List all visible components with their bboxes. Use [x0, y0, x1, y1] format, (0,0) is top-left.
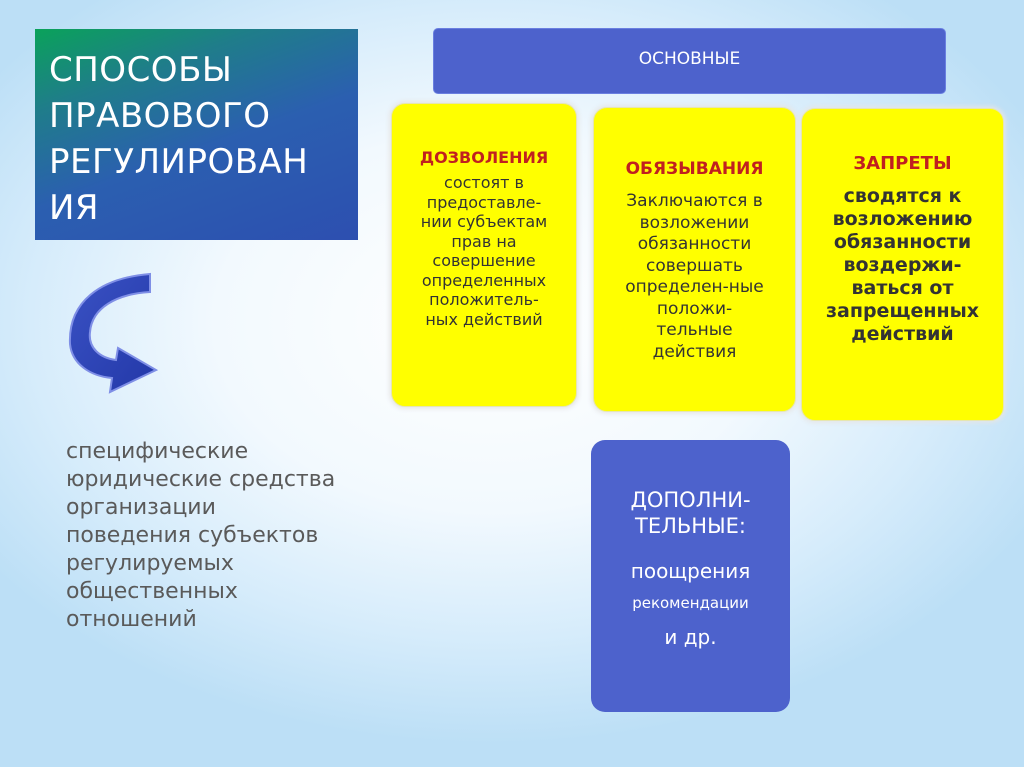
card-line: возложению	[832, 208, 973, 230]
definition-line: поведения субъектов	[66, 523, 319, 548]
definition-line: юридические средства	[66, 467, 336, 492]
card-line: сводятся к	[843, 185, 962, 207]
card-line: тельные	[656, 320, 733, 340]
title-box	[35, 29, 358, 240]
additional-methods-box	[591, 440, 790, 712]
title-line-2: ПРАВОВОГО	[49, 96, 271, 136]
card-line: положи-	[656, 298, 733, 319]
card-line: прав на	[451, 231, 517, 251]
card-body	[594, 191, 795, 363]
title-line-4: ИЯ	[49, 188, 100, 228]
basic-methods-label: ОСНОВНЫЕ	[638, 49, 741, 69]
card-line: положитель-	[429, 290, 539, 309]
definition-line: отношений	[66, 607, 197, 632]
card-permissions	[391, 103, 577, 407]
card-line: предоставле-	[426, 192, 542, 212]
card-line: ваться от	[851, 277, 954, 299]
card-line: действия	[652, 341, 737, 362]
card-line: Заключаются в	[626, 191, 763, 211]
title-line-1: СПОСОБЫ	[49, 50, 233, 90]
definition-text	[66, 438, 396, 634]
card-heading: ЗАПРЕТЫ	[853, 153, 952, 174]
card-heading: ДОЗВОЛЕНИЯ	[419, 148, 549, 167]
card-line: совершать	[646, 255, 743, 276]
card-line: воздержи-	[843, 254, 962, 276]
additional-heading-line: ДОПОЛНИ-	[630, 488, 751, 512]
card-prohibitions	[801, 108, 1004, 421]
additional-item: и др.	[664, 625, 717, 649]
card-heading: ОБЯЗЫВАНИЯ	[625, 159, 764, 179]
definition-line: общественных	[66, 579, 238, 604]
definition-line: организации	[66, 495, 216, 520]
additional-item: поощрения	[630, 559, 751, 583]
card-line: обязанности	[637, 234, 752, 254]
definition-line: регулируемых	[66, 551, 234, 576]
card-line: определен-ные	[625, 277, 764, 297]
additional-item: рекомендации	[632, 594, 749, 612]
card-line: состоят в	[444, 173, 524, 192]
card-line: ных действий	[425, 309, 543, 329]
card-line: возложении	[639, 212, 750, 233]
basic-methods-header	[433, 28, 946, 94]
card-line: определенных	[421, 270, 547, 290]
card-line: запрещенных	[825, 300, 980, 322]
card-obligations	[593, 107, 796, 412]
card-body	[802, 185, 1003, 346]
card-line: действий	[851, 323, 954, 345]
card-line: совершение	[432, 251, 536, 270]
card-line: обязанности	[833, 231, 972, 253]
curved-arrow-icon	[60, 272, 160, 402]
additional-heading-line: ТЕЛЬНЫЕ:	[635, 514, 746, 538]
card-line: нии субъектам	[420, 212, 548, 231]
card-body	[392, 173, 576, 329]
definition-line: специфические	[66, 439, 249, 464]
title-line-3: РЕГУЛИРОВАН	[49, 142, 309, 182]
